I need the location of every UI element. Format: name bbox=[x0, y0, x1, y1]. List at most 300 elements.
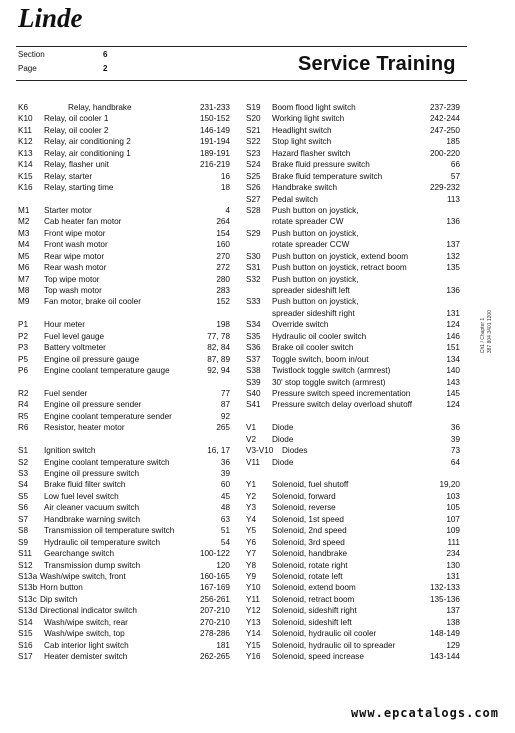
component-description: Cab heater fan motor bbox=[44, 217, 122, 227]
component-code: S13a bbox=[18, 571, 38, 581]
component-page-ref: 124 bbox=[446, 320, 460, 330]
component-code: S6 bbox=[18, 503, 29, 513]
component-description: Top wipe motor bbox=[44, 274, 100, 284]
component-row bbox=[246, 136, 460, 147]
component-row bbox=[18, 239, 236, 250]
component-page-ref: 111 bbox=[447, 537, 460, 547]
component-row bbox=[246, 525, 460, 536]
component-page-ref: 256-261 bbox=[199, 594, 230, 604]
section-value: 6 bbox=[103, 50, 108, 59]
component-row bbox=[246, 262, 460, 273]
component-page-ref: 167-169 bbox=[199, 583, 230, 593]
component-page-ref: 200-220 bbox=[429, 148, 460, 158]
component-description: Solenoid, rotate left bbox=[272, 571, 343, 581]
component-page-ref: 270-210 bbox=[199, 617, 230, 627]
component-row bbox=[18, 228, 236, 239]
component-description: Solenoid, sideshift right bbox=[272, 606, 357, 616]
linde-logo-text: Linde bbox=[18, 3, 83, 32]
component-row bbox=[246, 205, 460, 216]
component-row bbox=[18, 113, 236, 124]
component-row bbox=[246, 640, 460, 651]
component-row bbox=[18, 548, 236, 559]
component-row bbox=[246, 365, 460, 376]
component-code: S40 bbox=[246, 388, 261, 398]
component-page-ref: 272 bbox=[216, 263, 230, 273]
component-page-ref: 148-149 bbox=[429, 629, 460, 639]
component-page-ref: 51 bbox=[220, 526, 230, 536]
component-description: Fuel sender bbox=[44, 388, 88, 398]
component-description: Front wipe motor bbox=[44, 228, 106, 238]
component-row bbox=[18, 479, 236, 490]
component-code: M9 bbox=[18, 297, 30, 307]
component-row bbox=[246, 296, 460, 307]
component-row bbox=[246, 651, 460, 662]
component-description: Rear wash motor bbox=[44, 263, 107, 273]
component-description: spreader sideshift left bbox=[272, 286, 350, 295]
component-page-ref: 189-191 bbox=[199, 148, 230, 158]
component-row bbox=[18, 537, 236, 548]
component-description: Engine coolant temperature switch bbox=[44, 457, 170, 467]
component-code: V1 bbox=[246, 423, 257, 433]
component-description: Dip switch bbox=[40, 594, 78, 604]
side-reference-note bbox=[480, 310, 494, 353]
component-description: Brake fluid filter switch bbox=[44, 480, 126, 490]
component-code: M1 bbox=[18, 205, 30, 215]
component-row bbox=[246, 514, 460, 525]
component-page-ref: 45 bbox=[220, 491, 230, 501]
component-row bbox=[246, 502, 460, 513]
component-page-ref: 129 bbox=[446, 640, 460, 650]
component-row bbox=[246, 628, 460, 639]
component-description: Solenoid, hydraulic oil cooler bbox=[272, 629, 377, 639]
component-code: K14 bbox=[18, 160, 33, 170]
side-note-line: Ch1 / Chapter 1 bbox=[480, 317, 486, 354]
component-description: Hour meter bbox=[44, 320, 85, 330]
component-code: V11 bbox=[246, 457, 260, 467]
component-row bbox=[18, 491, 236, 502]
component-description: Relay, flasher unit bbox=[44, 160, 109, 170]
component-code: M2 bbox=[18, 217, 30, 227]
component-code: V3-V10 bbox=[246, 446, 274, 456]
component-description: Relay, oil cooler 2 bbox=[44, 125, 109, 135]
component-row bbox=[246, 194, 460, 205]
component-code: S13d bbox=[18, 606, 38, 616]
component-row bbox=[246, 125, 460, 136]
component-page-ref: 137 bbox=[446, 606, 460, 616]
component-page-ref: 150-152 bbox=[199, 114, 230, 124]
component-row bbox=[246, 228, 460, 239]
component-code: S38 bbox=[246, 366, 261, 376]
component-row bbox=[246, 285, 460, 296]
component-description: Rear wipe motor bbox=[44, 251, 105, 261]
component-row bbox=[18, 354, 236, 365]
component-description: Air cleaner vacuum switch bbox=[44, 503, 140, 513]
component-row bbox=[18, 445, 236, 456]
component-page-ref: 16 bbox=[220, 171, 230, 181]
component-row bbox=[18, 571, 236, 582]
component-description: Solenoid, handbrake bbox=[272, 549, 348, 559]
component-description: Working light switch bbox=[272, 114, 345, 124]
component-page-ref: 135 bbox=[446, 263, 460, 273]
component-page-ref: 140 bbox=[446, 366, 460, 376]
component-code: S21 bbox=[246, 125, 261, 135]
component-row bbox=[18, 262, 236, 273]
component-row bbox=[246, 354, 460, 365]
component-code: S5 bbox=[18, 491, 29, 501]
component-code: S20 bbox=[246, 114, 261, 124]
component-row bbox=[18, 640, 236, 651]
component-description: Diode bbox=[272, 434, 294, 444]
component-page-ref: 154 bbox=[216, 228, 230, 238]
component-row bbox=[18, 159, 236, 170]
component-row bbox=[18, 502, 236, 513]
component-description: Solenoid, retract boom bbox=[272, 594, 355, 604]
component-page-ref: 242-244 bbox=[429, 114, 460, 124]
component-code: S1 bbox=[18, 446, 29, 456]
component-row bbox=[246, 308, 460, 319]
component-row bbox=[246, 422, 460, 433]
component-description: Transmission oil temperature switch bbox=[44, 526, 175, 536]
component-code: S22 bbox=[246, 137, 261, 147]
page-label: Page bbox=[18, 64, 37, 73]
component-code: R6 bbox=[18, 423, 29, 433]
component-description: Engine oil pressure switch bbox=[44, 469, 140, 478]
component-page-ref: 87 bbox=[220, 400, 230, 410]
component-page-ref: 160-165 bbox=[199, 571, 230, 581]
component-code: R4 bbox=[18, 400, 29, 410]
side-note-line: 387 804 3401 1200 bbox=[487, 310, 493, 354]
component-description: Push button on joystick, extend boom bbox=[272, 251, 409, 261]
component-code: S14 bbox=[18, 617, 33, 627]
component-description: Solenoid, forward bbox=[272, 491, 336, 501]
component-code: P5 bbox=[18, 354, 29, 364]
component-description: Solenoid, sideshift left bbox=[272, 617, 352, 627]
group-spacer bbox=[18, 194, 236, 205]
component-code: S28 bbox=[246, 205, 261, 215]
component-description: Engine coolant temperature sender bbox=[44, 411, 172, 421]
component-page-ref: 151 bbox=[446, 343, 460, 353]
component-code: K6 bbox=[18, 103, 29, 112]
component-row bbox=[246, 399, 460, 410]
component-row bbox=[246, 171, 460, 182]
component-page-ref: 234 bbox=[446, 549, 460, 559]
component-row bbox=[246, 342, 460, 353]
component-page-ref: 265 bbox=[216, 423, 230, 433]
component-list-right bbox=[246, 102, 460, 662]
component-code: S29 bbox=[246, 228, 261, 238]
component-page-ref: 19,20 bbox=[439, 480, 460, 490]
component-row bbox=[18, 594, 236, 605]
component-description: Relay, air conditioning 1 bbox=[44, 148, 131, 158]
component-code: S16 bbox=[18, 640, 33, 650]
component-row bbox=[18, 182, 236, 193]
component-code: S39 bbox=[246, 377, 261, 387]
component-description: Push button on joystick, bbox=[272, 274, 359, 284]
component-code: M7 bbox=[18, 274, 30, 284]
component-code: M4 bbox=[18, 240, 30, 250]
component-code: S36 bbox=[246, 343, 261, 353]
component-description: Wash/wipe switch, rear bbox=[44, 617, 128, 627]
component-code: S9 bbox=[18, 537, 29, 547]
component-description: Pressure switch delay overload shutoff bbox=[272, 400, 413, 410]
component-page-ref: 132 bbox=[446, 251, 460, 261]
component-code: S26 bbox=[246, 183, 261, 193]
component-description: Ignition switch bbox=[44, 446, 96, 456]
component-description: Handbrake warning switch bbox=[44, 514, 141, 524]
component-page-ref: 134 bbox=[446, 354, 460, 364]
component-code: Y15 bbox=[246, 640, 261, 650]
component-page-ref: 146 bbox=[446, 331, 460, 341]
component-row bbox=[18, 296, 236, 307]
component-row bbox=[246, 251, 460, 262]
component-description: Relay, oil cooler 1 bbox=[44, 114, 109, 124]
component-description: 30' stop toggle switch (armrest) bbox=[272, 377, 386, 387]
component-row bbox=[246, 560, 460, 571]
component-description: Boom flood light switch bbox=[272, 103, 356, 112]
component-page-ref: 131 bbox=[446, 571, 460, 581]
component-page-ref: 16, 17 bbox=[207, 446, 230, 456]
component-row bbox=[246, 457, 460, 468]
component-row bbox=[246, 331, 460, 342]
component-code: K13 bbox=[18, 148, 33, 158]
component-code: Y14 bbox=[246, 629, 261, 639]
component-row bbox=[18, 319, 236, 330]
component-page-ref: 73 bbox=[450, 446, 460, 456]
component-description: Diode bbox=[272, 423, 294, 433]
page-title: Service Training bbox=[298, 53, 456, 75]
component-description: rotate spreader CCW bbox=[272, 240, 350, 250]
component-page-ref: 264 bbox=[216, 217, 230, 227]
component-page-ref: 39 bbox=[220, 469, 230, 478]
component-code: S13b bbox=[18, 583, 38, 593]
component-page-ref: 100-122 bbox=[199, 549, 230, 559]
component-row bbox=[18, 102, 236, 113]
component-page-ref: 18 bbox=[220, 183, 230, 193]
component-description: Hydraulic oil cooler switch bbox=[272, 331, 367, 341]
header-rule-top bbox=[16, 46, 467, 47]
component-description: Headlight switch bbox=[272, 125, 332, 135]
component-description: Transmission dump switch bbox=[44, 560, 141, 570]
component-page-ref: 105 bbox=[446, 503, 460, 513]
component-row bbox=[246, 434, 460, 445]
component-row bbox=[18, 388, 236, 399]
component-row bbox=[18, 342, 236, 353]
component-description: Wash/wipe switch, front bbox=[40, 571, 126, 581]
component-row bbox=[246, 491, 460, 502]
component-code: K10 bbox=[18, 114, 33, 124]
component-page-ref: 135-136 bbox=[429, 594, 460, 604]
component-code: M3 bbox=[18, 228, 30, 238]
component-page-ref: 216-219 bbox=[199, 160, 230, 170]
component-row bbox=[246, 274, 460, 285]
component-row bbox=[246, 479, 460, 490]
component-code: Y10 bbox=[246, 583, 261, 593]
component-row bbox=[18, 216, 236, 227]
component-page-ref: 57 bbox=[450, 171, 460, 181]
component-row bbox=[246, 548, 460, 559]
component-description: Fan motor, brake oil cooler bbox=[44, 297, 141, 307]
group-spacer bbox=[18, 308, 236, 319]
component-row bbox=[18, 365, 236, 376]
component-description: Solenoid, 3rd speed bbox=[272, 537, 345, 547]
component-code: S25 bbox=[246, 171, 261, 181]
component-row bbox=[246, 445, 460, 456]
component-page-ref: 39 bbox=[450, 434, 460, 444]
component-code: S19 bbox=[246, 103, 261, 112]
component-description: Fuel level gauge bbox=[44, 331, 105, 341]
component-description: Hazard flasher switch bbox=[272, 148, 351, 158]
component-page-ref: 143 bbox=[446, 377, 460, 387]
component-page-ref: 66 bbox=[450, 160, 460, 170]
component-row bbox=[246, 388, 460, 399]
component-description: Brake fluid temperature switch bbox=[272, 171, 383, 181]
component-page-ref: 145 bbox=[446, 388, 460, 398]
component-page-ref: 109 bbox=[446, 526, 460, 536]
component-code: R5 bbox=[18, 411, 29, 421]
component-code: Y4 bbox=[246, 514, 257, 524]
component-code: Y8 bbox=[246, 560, 257, 570]
component-description: Starter motor bbox=[44, 205, 92, 215]
component-code: M5 bbox=[18, 251, 30, 261]
component-code: Y1 bbox=[246, 480, 257, 490]
component-page-ref: 229-232 bbox=[429, 183, 460, 193]
component-code: S3 bbox=[18, 469, 29, 478]
component-code: S2 bbox=[18, 457, 29, 467]
component-description: Pressure switch speed incrementation bbox=[272, 388, 411, 398]
component-description: Solenoid, fuel shutoff bbox=[272, 480, 349, 490]
component-description: Battery voltmeter bbox=[44, 343, 106, 353]
component-row bbox=[246, 605, 460, 616]
component-page-ref: 63 bbox=[220, 514, 230, 524]
component-description: Engine coolant temperature gauge bbox=[44, 366, 170, 376]
component-code: M8 bbox=[18, 286, 30, 295]
component-code: K11 bbox=[18, 125, 32, 135]
component-description: Handbrake switch bbox=[272, 183, 338, 193]
component-page-ref: 262-265 bbox=[199, 652, 230, 661]
component-page-ref: 181 bbox=[216, 640, 230, 650]
component-page-ref: 146-149 bbox=[199, 125, 230, 135]
component-code: S32 bbox=[246, 274, 261, 284]
group-spacer bbox=[246, 411, 460, 422]
component-description: Front wash motor bbox=[44, 240, 108, 250]
component-description: Engine oil pressure gauge bbox=[44, 354, 140, 364]
component-page-ref: 120 bbox=[216, 560, 230, 570]
component-description: Solenoid, 1st speed bbox=[272, 514, 344, 524]
component-description: Cab interior light switch bbox=[44, 640, 129, 650]
component-description: rotate spreader CW bbox=[272, 217, 344, 227]
component-row bbox=[18, 125, 236, 136]
component-description: Relay, starter bbox=[44, 171, 93, 181]
component-row bbox=[246, 159, 460, 170]
component-row bbox=[246, 377, 460, 388]
component-page-ref: 113 bbox=[446, 194, 460, 204]
component-row bbox=[18, 422, 236, 433]
component-page-ref: 36 bbox=[450, 423, 460, 433]
component-code: Y11 bbox=[246, 594, 260, 604]
component-code: S33 bbox=[246, 297, 261, 307]
component-code: S30 bbox=[246, 251, 261, 261]
component-row bbox=[18, 525, 236, 536]
component-description: Toggle switch, boom in/out bbox=[272, 354, 369, 364]
component-page-ref: 64 bbox=[450, 457, 460, 467]
component-page-ref: 137 bbox=[446, 240, 460, 250]
component-page-ref: 60 bbox=[220, 480, 230, 490]
component-row bbox=[18, 468, 236, 479]
component-row bbox=[246, 571, 460, 582]
component-page-ref: 124 bbox=[446, 400, 460, 410]
component-description: Solenoid, reverse bbox=[272, 503, 336, 513]
component-code: K16 bbox=[18, 183, 33, 193]
component-row bbox=[246, 102, 460, 113]
group-spacer bbox=[18, 377, 236, 388]
component-row bbox=[18, 274, 236, 285]
component-description: Hydraulic oil temperature switch bbox=[44, 537, 161, 547]
component-row bbox=[18, 560, 236, 571]
component-code: S8 bbox=[18, 526, 29, 536]
component-description: spreader sideshift right bbox=[272, 308, 355, 318]
component-description: Push button on joystick, bbox=[272, 297, 359, 307]
component-code: Y12 bbox=[246, 606, 261, 616]
component-description: Relay, handbrake bbox=[68, 103, 132, 112]
component-code: Y5 bbox=[246, 526, 257, 536]
component-code: V2 bbox=[246, 434, 257, 444]
component-code: S27 bbox=[246, 194, 261, 204]
component-code: S7 bbox=[18, 514, 29, 524]
component-description: Twistlock toggle switch (armrest) bbox=[272, 366, 391, 376]
component-description: Stop light switch bbox=[272, 137, 332, 147]
component-row bbox=[18, 514, 236, 525]
component-code: S12 bbox=[18, 560, 33, 570]
component-code: R2 bbox=[18, 388, 29, 398]
component-row bbox=[18, 617, 236, 628]
component-code: Y2 bbox=[246, 491, 257, 501]
component-description: Engine oil pressure sender bbox=[44, 400, 142, 410]
component-row bbox=[18, 399, 236, 410]
component-page-ref: 48 bbox=[220, 503, 230, 513]
component-row bbox=[246, 537, 460, 548]
component-page-ref: 143-144 bbox=[429, 652, 460, 661]
group-spacer bbox=[18, 434, 236, 445]
component-page-ref: 280 bbox=[216, 274, 230, 284]
component-description: Brake oil cooler switch bbox=[272, 343, 354, 353]
component-description: Push button on joystick, retract boom bbox=[272, 263, 407, 273]
linde-logo bbox=[16, 2, 116, 32]
component-description: Horn button bbox=[40, 583, 83, 593]
component-page-ref: 82, 84 bbox=[207, 343, 230, 353]
component-code: S24 bbox=[246, 160, 261, 170]
component-page-ref: 92 bbox=[220, 411, 230, 421]
component-page-ref: 92, 94 bbox=[207, 366, 230, 376]
component-code: Y7 bbox=[246, 549, 257, 559]
component-page-ref: 237-239 bbox=[429, 103, 460, 112]
component-description: Low fuel level switch bbox=[44, 491, 119, 501]
component-row bbox=[246, 216, 460, 227]
component-description: Solenoid, hydraulic oil to spreader bbox=[272, 640, 396, 650]
component-page-ref: 54 bbox=[220, 537, 230, 547]
component-row bbox=[18, 148, 236, 159]
component-description: Wash/wipe switch, top bbox=[44, 629, 125, 639]
component-code: Y6 bbox=[246, 537, 257, 547]
component-row bbox=[18, 651, 236, 662]
component-code: S34 bbox=[246, 320, 261, 330]
component-code: P2 bbox=[18, 331, 29, 341]
component-description: Directional indicator switch bbox=[40, 606, 137, 616]
component-row bbox=[18, 251, 236, 262]
component-list-left bbox=[18, 102, 236, 662]
component-code: K15 bbox=[18, 171, 33, 181]
component-row bbox=[18, 171, 236, 182]
component-row bbox=[18, 628, 236, 639]
